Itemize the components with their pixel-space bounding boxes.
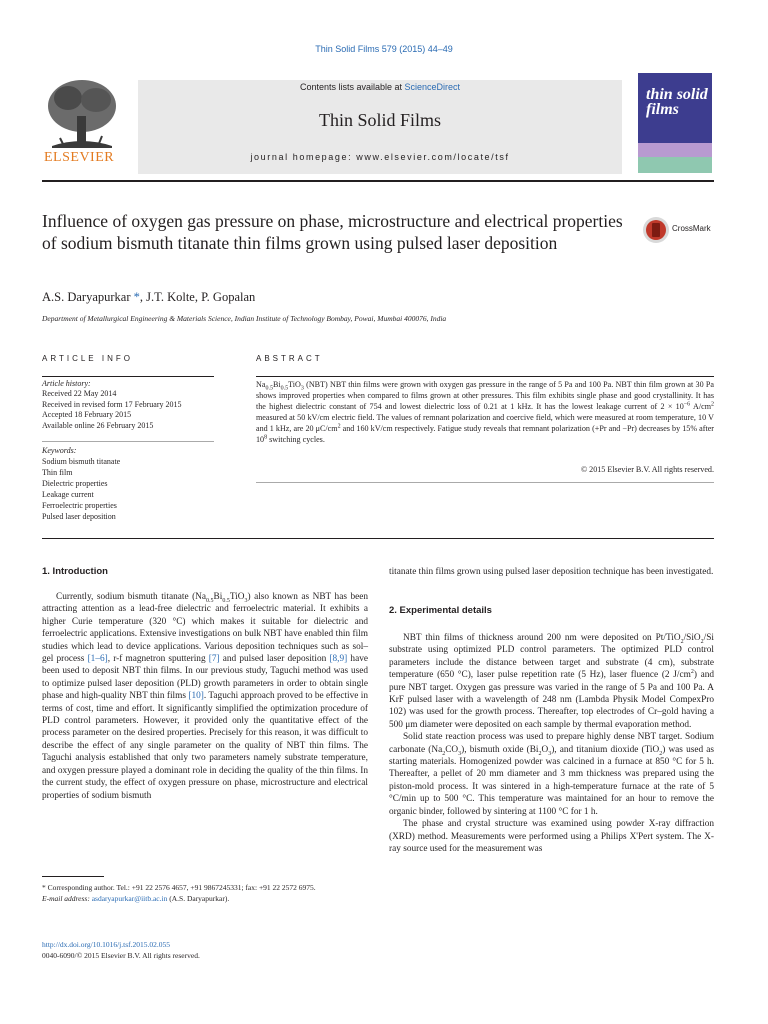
reference-link[interactable]: [8,9] <box>329 654 348 665</box>
abstract-bottom-rule <box>256 482 714 483</box>
history-item: Received 22 May 2014 <box>42 389 117 399</box>
introduction-text: Currently, sodium bismuth titanate $(Na_{0.5}Bi_{0.5}TiO_3)$ also known as NBT has been attracting attention as a lead-free dielectric and ferroelectric material. It exhibits a higher Curie temperature (320 °C) which makes it suitable for dielectric and ferroelectric applications. Extensive investigations on bulk NBT have enabled thin film studies which lead to device applications. Various deposition techniques such as sol–gel process [1–6], r-f magnetron sputtering [7] and pulsed laser deposition [8,9] have been used to deposit NBT thin films. In our previous study, Taguchi method was used to optimize pulsed laser deposition (PLD) growth parameters in order to obtain single phase and high-quality NBT thin films [10]. Taguchi approach proved to be effective in terms of cost, time and effort. It significantly simplified the optimization procedure of PLD control parameters. However, it provided only the quantitative effect of the process parameter on the desired properties. Precisely for this reason, it was difficult to describe the effect of any single parameter on the quality of NBT thin films. The Taguchi analysis established that only two parameters namely substrate temperature, and oxygen pressure played a dominant role in deciding the quality of the thin films. In the current study, the effect of oxygen pressure on phase, microstructure and electrical properties of sodium bismuth <box>42 592 368 801</box>
journal-name: Thin Solid Films <box>318 110 442 130</box>
email-label: E-mail address: <box>42 894 92 903</box>
author-list <box>42 290 255 305</box>
abstract-copyright: © 2015 Elsevier B.V. All rights reserved. <box>580 465 714 474</box>
reference-link[interactable]: [1–6] <box>87 654 108 665</box>
contents-line: Contents lists available at ScienceDirect <box>299 82 461 92</box>
journal-cover-image <box>638 73 712 173</box>
keyword: Dielectric properties <box>42 479 108 488</box>
issn-copyright: 0040-6090/© 2015 Elsevier B.V. All rights reserved. <box>42 951 200 960</box>
author-daryapurkar: A.S. Daryapurkar <box>42 290 131 304</box>
keyword: Pulsed laser deposition <box>42 512 116 521</box>
email-link[interactable]: asdaryapurkar@iitb.ac.in <box>91 894 168 903</box>
sciencedirect-link[interactable]: ScienceDirect <box>404 82 461 92</box>
doi-link[interactable]: http://dx.doi.org/10.1016/j.tsf.2015.02.055 <box>42 940 170 949</box>
corresponding-author-star[interactable]: * <box>133 290 140 304</box>
affiliation: Department of Metallurgical Engineering & Materials Science, Indian Institute of Technology Bombay, Powai, Mumbai 400076, India <box>42 314 447 323</box>
reference-link[interactable]: [7] <box>208 654 220 665</box>
keywords-label: Keywords: <box>42 446 77 455</box>
keywords <box>42 445 222 522</box>
body-divider <box>42 538 714 539</box>
history-item: Accepted 18 February 2015 <box>42 410 132 420</box>
introduction-continued: titanate thin films grown using pulsed laser deposition technique has been investigated. <box>389 567 714 577</box>
elsevier-wordmark: ELSEVIER <box>44 150 115 165</box>
article-info-caption: ARTICLE INFO <box>42 354 133 363</box>
info-divider <box>42 441 214 442</box>
header-divider <box>42 180 714 182</box>
cover-title: thin solid films <box>646 86 708 118</box>
crossmark-icon <box>642 216 670 244</box>
abstract-caption: ABSTRACT <box>256 354 323 363</box>
article-history <box>42 379 222 431</box>
reference-link[interactable]: [10] <box>188 691 204 702</box>
crossmark-badge[interactable] <box>642 216 730 244</box>
footnote: * Corresponding author. Tel.: +91 22 2576 4657, +91 9867245331; fax: +91 22 2572 6975. E-mail address: asdaryapurkar@iitb.ac.in (A.S. Daryapurkar). <box>42 882 368 904</box>
article-title: Influence of oxygen gas pressure on phase, microstructure and electrical properties of sodium bismuth titanate thin films grown using pulsed laser deposition <box>42 211 623 253</box>
history-label: Article history: <box>42 379 91 388</box>
section-heading-introduction: 1. Introduction <box>42 566 108 577</box>
abstract-text: $Na_{0.5}Bi_{0.5}TiO_3$ (NBT) NBT thin films were grown with oxygen gas pressure in the range of 5 Pa and 100 Pa. NBT thin film grown at 30 Pa shows improved properties when compared to films grown at other pressures. This film exhibits single phase and good crystallinity. It has the highest dielectric constant of 754 and lowest dielectric loss of 0.21 at 1 kHz. It has the lowest leakage current of $2 \times 10^{-6}$ $A/cm^2$ measured at 50 kV/cm electric field. The values of remnant polarization and coercive field, which were measured at room temperature, 10 V and 1 kHz, are 20 $\mu C/cm^2$ and 160 kV/cm respectively. Fatigue study reveals that remnant polarization (+Pr and −Pr) decreases by 15% after $10^8$ switching cycles. <box>256 380 714 444</box>
history-item: Received in revised form 17 February 2015 <box>42 399 182 409</box>
info-rule <box>42 376 214 377</box>
journal-homepage[interactable]: journal homepage: www.elsevier.com/locate/tsf <box>250 152 510 162</box>
keyword: Leakage current <box>42 490 94 499</box>
history-item: Available online 26 February 2015 <box>42 420 154 430</box>
experimental-text: NBT thin films of thickness around 200 nm were deposited on Pt/TiO$_2$/SiO$_2$/Si substrate using optimized PLD control parameters. The optimized PLD control parameters include the distance between target and substrate (4 cm), substrate temperature (650 °C), laser pulse repetition rate (5 Hz), laser fluence (2 $J/cm^2$) and pure NBT target. Oxygen gas pressure was varied in the range of 5 Pa and 100 Pa. A KrF pulsed laser with a wavelength of 248 nm (Lambda Physik Model CompexPro 102) was used for the growth process. Thereafter, top electrodes of Cr–gold having a 500 μm diameter were deposited on each sample by thermal evaporation method. Solid state reaction process was used to prepare highly dense NBT target. Sodium carbonate $(Na_2CO_3)$, bismuth oxide $(Bi_2O_3)$, and titanium dioxide (TiO$_2$) was used as starting materials. Homogenized powder was calcined in a furnace at 850 °C for 5 h. Thereafter, a pellet of 20 mm diameter and 3 mm thickness was prepared using the piston-mold process. It was sintered in a high-temperature furnace at the rate of 5 °C/min up to 500 °C. This temperature was maintained for an hour to remove the organic binder, followed by sintering at 1100 °C for 1 h. The phase and crystal structure was examined using powder X-ray diffraction (XRD) method. Measurements were performed using a Philips X'Pert system. The X-ray source used for the measurement was <box>389 633 715 854</box>
abstract-rule <box>256 376 714 377</box>
journal-reference[interactable]: Thin Solid Films 579 (2015) 44–49 <box>315 44 453 54</box>
other-authors: , J.T. Kolte, P. Gopalan <box>139 290 256 304</box>
keyword: Sodium bismuth titanate <box>42 457 121 466</box>
keyword: Ferroelectric properties <box>42 501 117 510</box>
keyword: Thin film <box>42 468 73 477</box>
crossmark-label: CrossMark <box>672 224 711 233</box>
corresponding-author-note: * Corresponding author. Tel.: +91 22 2576 4657, +91 9867245331; fax: +91 22 2572 6975. <box>42 883 316 892</box>
section-heading-experimental: 2. Experimental details <box>389 605 492 616</box>
footnote-rule <box>42 876 104 877</box>
